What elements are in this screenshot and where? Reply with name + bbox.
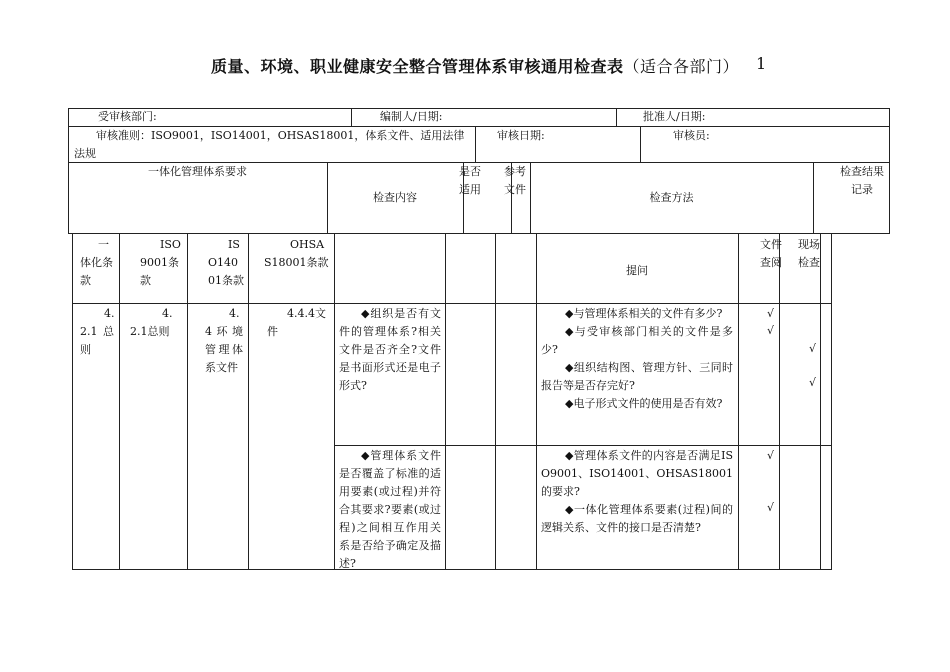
title-main: 质量、环境、职业健康安全整合管理体系审核通用检查表 xyxy=(210,57,624,76)
check-mark-doc: √ xyxy=(767,307,775,320)
row1-question-1: ◆与管理体系相关的文件有多少? xyxy=(565,307,723,320)
check-mark-doc: √ xyxy=(767,324,775,337)
row1-question-3: ◆组织结构图、管理方针、三同时报告等是否存完好? xyxy=(541,361,733,392)
col-reference: 参考文件 xyxy=(504,165,526,196)
row1-iso9001-clause: 4.2.1总则 xyxy=(130,307,173,338)
row1-question-list xyxy=(541,305,733,413)
col-method: 检查方法 xyxy=(649,191,694,204)
check-mark-site: √ xyxy=(809,376,817,389)
col-integrated-clause: 一体化条款 xyxy=(80,238,113,287)
row1-ohsas-clause: 4.4.4文件 xyxy=(267,307,326,338)
page-number: 1 xyxy=(756,54,767,73)
col-requirement: 一体化管理体系要求 xyxy=(148,165,247,178)
row1-integrated-clause: 4.2.1总则 xyxy=(80,307,115,356)
audit-date-label: 审核日期: xyxy=(497,129,545,142)
col-result: 检查结果记录 xyxy=(840,165,884,196)
row1-check-content: ◆组织是否有文件的管理体系?相关文件是否齐全?文件是书面形式还是电子形式? xyxy=(339,307,441,392)
col-iso14001-clause: ISO14001条款 xyxy=(208,238,244,287)
check-mark-doc: √ xyxy=(767,449,775,462)
title-sub: （适合各部门） xyxy=(623,57,740,76)
prepared-by-label: 编制人/日期: xyxy=(380,110,443,123)
row1-question-4: ◆电子形式文件的使用是否有效? xyxy=(565,397,723,410)
row2-question-1: ◆管理体系文件的内容是否满足ISO9001、ISO14001、OHSAS18001的要求? xyxy=(541,449,733,498)
auditor-label: 审核员: xyxy=(673,129,710,142)
col-iso9001-clause: ISO9001条款 xyxy=(140,238,181,287)
row1-question-2: ◆与受审核部门相关的文件是多少? xyxy=(541,325,733,356)
row2-check-content: ◆管理体系文件是否覆盖了标准的适用要素(或过程)并符合其要求?要素(或过程)之间相互作用关系是否给予确定及描述? xyxy=(339,449,441,570)
col-ohsas-clause: OHSAS18001条款 xyxy=(264,238,329,269)
row2-question-list xyxy=(541,447,733,537)
audited-dept-label: 受审核部门: xyxy=(98,110,157,123)
row1-iso14001-clause: 4.4环境管理体系文件 xyxy=(205,307,243,374)
check-mark-site: √ xyxy=(809,342,817,355)
check-mark-doc: √ xyxy=(767,501,775,514)
audit-criteria: 审核准则：ISO9001，ISO14001，OHSAS18001，体系文件、适用法律法规 xyxy=(74,129,465,160)
col-doc-review: 文件查阅 xyxy=(760,238,782,269)
page-title xyxy=(0,54,950,77)
col-applicable: 是否适用 xyxy=(459,165,481,196)
col-content: 检查内容 xyxy=(373,191,417,204)
col-question: 提问 xyxy=(626,264,648,277)
row2-question-2: ◆一体化管理体系要素(过程)间的逻辑关系、文件的接口是否清楚? xyxy=(541,503,733,534)
approved-by-label: 批准人/日期: xyxy=(643,110,706,123)
col-site-check: 现场检查 xyxy=(798,238,820,269)
